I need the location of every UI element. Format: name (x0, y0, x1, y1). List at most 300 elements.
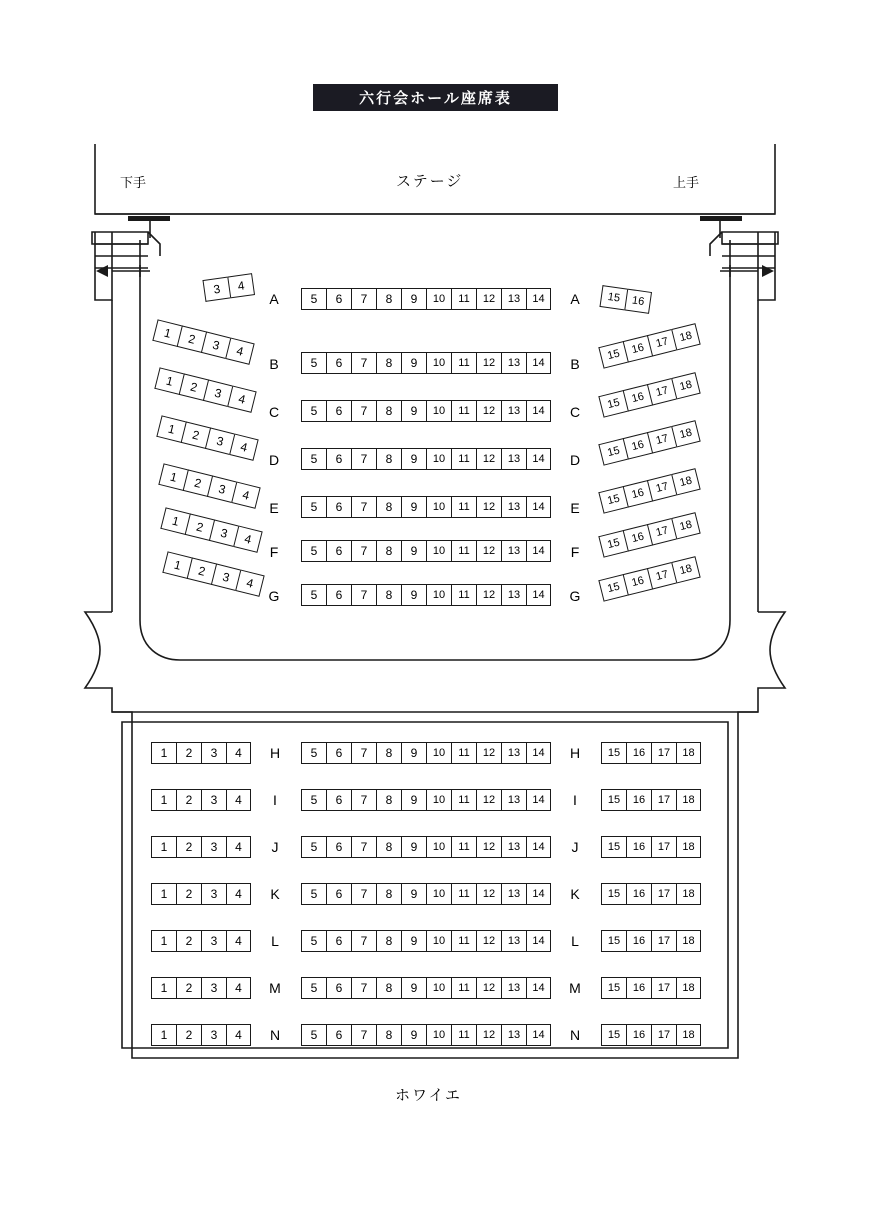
seat[interactable]: 6 (326, 400, 351, 422)
seat[interactable]: 10 (426, 584, 451, 606)
seat[interactable]: 14 (526, 400, 551, 422)
seat[interactable]: 7 (351, 400, 376, 422)
seat[interactable]: 3 (201, 742, 226, 764)
seat[interactable]: 16 (623, 480, 653, 507)
row-label-D-left: D (268, 452, 280, 468)
seat[interactable]: 6 (326, 1024, 351, 1046)
seat[interactable]: 15 (598, 530, 628, 557)
seat-group-I-left[interactable] (151, 789, 251, 811)
row-label-N-left: N (269, 1027, 281, 1043)
seat[interactable]: 1 (152, 319, 182, 346)
seat[interactable]: 17 (647, 426, 677, 453)
row-label-G-right: G (569, 588, 581, 604)
seat[interactable]: 3 (201, 930, 226, 952)
seat[interactable]: 16 (626, 789, 651, 811)
seat[interactable]: 17 (651, 977, 676, 999)
seat-group-M-right[interactable] (601, 977, 701, 999)
seat[interactable]: 2 (177, 325, 207, 352)
seat[interactable]: 13 (501, 352, 526, 374)
seat[interactable]: 11 (451, 789, 476, 811)
seat[interactable]: 2 (176, 1024, 201, 1046)
seat[interactable]: 4 (226, 930, 251, 952)
seat[interactable]: 9 (401, 448, 426, 470)
seat[interactable]: 13 (501, 742, 526, 764)
seat[interactable]: 6 (326, 540, 351, 562)
seat[interactable]: 2 (181, 421, 211, 448)
seat[interactable]: 14 (526, 584, 551, 606)
seat-group-L-left[interactable] (151, 930, 251, 952)
seat[interactable]: 5 (301, 789, 326, 811)
row-label-F-left: F (269, 544, 279, 560)
seat[interactable]: 5 (301, 1024, 326, 1046)
seat[interactable]: 6 (326, 584, 351, 606)
seat[interactable]: 7 (351, 1024, 376, 1046)
seat[interactable]: 12 (476, 789, 501, 811)
seat-group-H-center[interactable] (301, 742, 551, 764)
seat[interactable]: 10 (426, 883, 451, 905)
seat-group-M-left[interactable] (151, 977, 251, 999)
seat-group-H-right[interactable] (601, 742, 701, 764)
seat-group-I-right[interactable] (601, 789, 701, 811)
seat[interactable]: 8 (376, 584, 401, 606)
seat[interactable]: 18 (676, 789, 701, 811)
seat[interactable]: 4 (226, 789, 251, 811)
seat[interactable]: 6 (326, 789, 351, 811)
seat-group-G-center[interactable] (301, 584, 551, 606)
seat[interactable]: 10 (426, 930, 451, 952)
seat[interactable]: 6 (326, 742, 351, 764)
seat[interactable]: 11 (451, 836, 476, 858)
seat[interactable]: 14 (526, 448, 551, 470)
seat[interactable]: 18 (671, 468, 701, 495)
seat[interactable]: 14 (526, 883, 551, 905)
row-label-A-right: A (570, 291, 580, 307)
seat[interactable]: 11 (451, 977, 476, 999)
seat-group-K-right[interactable] (601, 883, 701, 905)
seat[interactable]: 18 (671, 420, 701, 447)
seat[interactable]: 18 (671, 323, 701, 350)
seat[interactable]: 6 (326, 352, 351, 374)
seat[interactable]: 14 (526, 352, 551, 374)
seat[interactable]: 18 (671, 512, 701, 539)
seat[interactable]: 9 (401, 742, 426, 764)
seat[interactable]: 4 (226, 977, 251, 999)
seat[interactable]: 3 (202, 277, 230, 302)
seat[interactable]: 10 (426, 1024, 451, 1046)
seat[interactable]: 17 (647, 329, 677, 356)
seat-group-M-center[interactable] (301, 977, 551, 999)
seat[interactable]: 5 (301, 540, 326, 562)
seat[interactable]: 16 (626, 836, 651, 858)
seat-group-C-center[interactable] (301, 400, 551, 422)
row-label-C-right: C (569, 404, 581, 420)
seat[interactable]: 16 (626, 930, 651, 952)
seat[interactable]: 5 (301, 496, 326, 518)
seat[interactable]: 3 (201, 789, 226, 811)
seat[interactable]: 3 (201, 883, 226, 905)
seat[interactable]: 9 (401, 930, 426, 952)
seat[interactable]: 9 (401, 977, 426, 999)
seat[interactable]: 10 (426, 540, 451, 562)
seat[interactable]: 18 (671, 556, 701, 583)
seat[interactable]: 10 (426, 400, 451, 422)
seat[interactable]: 16 (624, 289, 652, 314)
seat[interactable]: 8 (376, 836, 401, 858)
seat[interactable]: 2 (185, 513, 215, 540)
seat[interactable]: 8 (376, 496, 401, 518)
seat[interactable]: 14 (526, 540, 551, 562)
seat[interactable]: 1 (156, 415, 186, 442)
row-label-G-left: G (268, 588, 280, 604)
seat[interactable]: 6 (326, 977, 351, 999)
seat-group-L-center[interactable] (301, 930, 551, 952)
seat[interactable]: 14 (526, 496, 551, 518)
seat[interactable]: 17 (651, 1024, 676, 1046)
seat[interactable]: 7 (351, 288, 376, 310)
seat-group-E-center[interactable] (301, 496, 551, 518)
seat[interactable]: 12 (476, 400, 501, 422)
seat[interactable]: 1 (151, 977, 176, 999)
seat[interactable]: 10 (426, 789, 451, 811)
seat[interactable]: 11 (451, 1024, 476, 1046)
seat[interactable]: 11 (451, 352, 476, 374)
seat[interactable]: 3 (201, 331, 231, 358)
seat[interactable]: 3 (203, 379, 233, 406)
stage-left-label: 下手 (120, 175, 147, 190)
seat[interactable]: 9 (401, 496, 426, 518)
stage-right-label: 上手 (673, 175, 700, 190)
seat[interactable]: 16 (623, 335, 653, 362)
seat[interactable]: 15 (601, 977, 626, 999)
seat[interactable]: 8 (376, 448, 401, 470)
seat-group-N-right[interactable] (601, 1024, 701, 1046)
row-label-A-left: A (269, 291, 279, 307)
row-label-B-left: B (269, 356, 279, 372)
seat[interactable]: 4 (227, 273, 255, 298)
seat[interactable]: 18 (676, 930, 701, 952)
seat[interactable]: 14 (526, 1024, 551, 1046)
seat[interactable]: 12 (476, 930, 501, 952)
seat[interactable]: 5 (301, 352, 326, 374)
seat[interactable]: 12 (476, 448, 501, 470)
seat[interactable]: 7 (351, 789, 376, 811)
seat[interactable]: 11 (451, 930, 476, 952)
seat-group-J-left[interactable] (151, 836, 251, 858)
seat[interactable]: 18 (676, 1024, 701, 1046)
seat[interactable]: 9 (401, 584, 426, 606)
seat[interactable]: 18 (676, 883, 701, 905)
seat[interactable]: 1 (151, 883, 176, 905)
seat[interactable]: 15 (598, 341, 628, 368)
seat[interactable]: 10 (426, 977, 451, 999)
seat[interactable]: 18 (676, 742, 701, 764)
seat[interactable]: 5 (301, 883, 326, 905)
seat-group-A-center[interactable] (301, 288, 551, 310)
seat[interactable]: 5 (301, 977, 326, 999)
seat-group-N-left[interactable] (151, 1024, 251, 1046)
seat[interactable]: 15 (601, 742, 626, 764)
seat[interactable]: 10 (426, 496, 451, 518)
seat[interactable]: 13 (501, 883, 526, 905)
seat[interactable]: 15 (601, 789, 626, 811)
seat[interactable]: 13 (501, 540, 526, 562)
seat[interactable]: 4 (225, 337, 255, 364)
row-label-K-right: K (570, 886, 580, 902)
seat[interactable]: 9 (401, 352, 426, 374)
seat[interactable]: 1 (154, 367, 184, 394)
seat[interactable]: 12 (476, 584, 501, 606)
seat-group-I-center[interactable] (301, 789, 551, 811)
seat[interactable]: 1 (151, 930, 176, 952)
seat[interactable]: 16 (626, 883, 651, 905)
seat[interactable]: 3 (201, 836, 226, 858)
seat[interactable]: 14 (526, 930, 551, 952)
seat[interactable]: 6 (326, 930, 351, 952)
seat[interactable]: 4 (226, 836, 251, 858)
seat[interactable]: 15 (598, 486, 628, 513)
seat-group-J-center[interactable] (301, 836, 551, 858)
row-label-C-left: C (268, 404, 280, 420)
seat[interactable]: 16 (623, 432, 653, 459)
row-label-H-right: H (569, 745, 581, 761)
seat[interactable]: 11 (451, 540, 476, 562)
row-label-B-right: B (570, 356, 580, 372)
seat[interactable]: 8 (376, 540, 401, 562)
seat[interactable]: 16 (623, 524, 653, 551)
seat[interactable]: 11 (451, 496, 476, 518)
seat[interactable]: 5 (301, 584, 326, 606)
seat[interactable]: 4 (226, 1024, 251, 1046)
seat[interactable]: 5 (301, 742, 326, 764)
seat[interactable]: 4 (226, 883, 251, 905)
seat[interactable]: 17 (647, 474, 677, 501)
seat[interactable]: 3 (211, 563, 241, 590)
seat-group-K-left[interactable] (151, 883, 251, 905)
seat[interactable]: 14 (526, 742, 551, 764)
seat[interactable]: 9 (401, 836, 426, 858)
seat[interactable]: 8 (376, 742, 401, 764)
seat[interactable]: 13 (501, 584, 526, 606)
seat[interactable]: 9 (401, 789, 426, 811)
seat[interactable]: 4 (233, 525, 263, 552)
seat[interactable]: 9 (401, 288, 426, 310)
row-label-N-right: N (569, 1027, 581, 1043)
seat[interactable]: 17 (651, 789, 676, 811)
seat[interactable]: 1 (151, 1024, 176, 1046)
seat[interactable]: 15 (598, 574, 628, 601)
seat[interactable]: 16 (626, 742, 651, 764)
seat[interactable]: 8 (376, 1024, 401, 1046)
seat[interactable]: 6 (326, 496, 351, 518)
seat[interactable]: 18 (671, 372, 701, 399)
seat[interactable]: 1 (151, 789, 176, 811)
seat-group-F-center[interactable] (301, 540, 551, 562)
seat-group-B-center[interactable] (301, 352, 551, 374)
seat[interactable]: 15 (598, 390, 628, 417)
seat[interactable]: 3 (205, 427, 235, 454)
seat[interactable]: 12 (476, 1024, 501, 1046)
row-label-E-left: E (269, 500, 279, 516)
seat[interactable]: 12 (476, 836, 501, 858)
seat-group-J-right[interactable] (601, 836, 701, 858)
seat[interactable]: 5 (301, 400, 326, 422)
seat[interactable]: 10 (426, 448, 451, 470)
seat[interactable]: 5 (301, 288, 326, 310)
seat[interactable]: 8 (376, 288, 401, 310)
seat[interactable]: 11 (451, 883, 476, 905)
seat[interactable]: 15 (599, 285, 627, 310)
seat[interactable]: 17 (647, 562, 677, 589)
seat[interactable]: 10 (426, 742, 451, 764)
seat[interactable]: 15 (601, 930, 626, 952)
seat[interactable]: 11 (451, 448, 476, 470)
seat[interactable]: 18 (676, 977, 701, 999)
seat[interactable]: 13 (501, 930, 526, 952)
seat[interactable]: 6 (326, 836, 351, 858)
row-label-D-right: D (569, 452, 581, 468)
seat[interactable]: 13 (501, 400, 526, 422)
seat[interactable]: 12 (476, 496, 501, 518)
seat[interactable]: 2 (176, 836, 201, 858)
seat[interactable]: 12 (476, 977, 501, 999)
seat[interactable]: 8 (376, 789, 401, 811)
seat[interactable]: 4 (229, 433, 259, 460)
seat[interactable]: 4 (226, 742, 251, 764)
seat[interactable]: 7 (351, 836, 376, 858)
seat[interactable]: 16 (623, 384, 653, 411)
seat[interactable]: 3 (201, 1024, 226, 1046)
seat[interactable]: 7 (351, 496, 376, 518)
seat[interactable]: 10 (426, 288, 451, 310)
seat[interactable]: 11 (451, 400, 476, 422)
seat[interactable]: 8 (376, 977, 401, 999)
seat[interactable]: 7 (351, 883, 376, 905)
seat[interactable]: 11 (451, 584, 476, 606)
seat[interactable]: 1 (160, 507, 190, 534)
seat[interactable]: 15 (601, 836, 626, 858)
seat[interactable]: 13 (501, 448, 526, 470)
seat[interactable]: 2 (179, 373, 209, 400)
seat[interactable]: 2 (176, 883, 201, 905)
seat[interactable]: 13 (501, 789, 526, 811)
seat[interactable]: 17 (651, 930, 676, 952)
seat[interactable]: 14 (526, 789, 551, 811)
seat[interactable]: 6 (326, 448, 351, 470)
seat[interactable]: 15 (601, 883, 626, 905)
seat[interactable]: 2 (176, 930, 201, 952)
seat[interactable]: 9 (401, 1024, 426, 1046)
seat[interactable]: 7 (351, 977, 376, 999)
row-label-I-left: I (273, 792, 277, 808)
seat[interactable]: 17 (647, 518, 677, 545)
seat-group-K-center[interactable] (301, 883, 551, 905)
seat[interactable]: 10 (426, 836, 451, 858)
seat[interactable]: 2 (176, 977, 201, 999)
seat[interactable]: 10 (426, 352, 451, 374)
seat[interactable]: 14 (526, 836, 551, 858)
seat[interactable]: 2 (176, 742, 201, 764)
seat[interactable]: 12 (476, 540, 501, 562)
seat[interactable]: 3 (207, 475, 237, 502)
seat[interactable]: 2 (187, 557, 217, 584)
seat[interactable]: 17 (647, 378, 677, 405)
seat[interactable]: 3 (201, 977, 226, 999)
seat[interactable]: 9 (401, 400, 426, 422)
seat[interactable]: 17 (651, 742, 676, 764)
seat[interactable]: 5 (301, 836, 326, 858)
seat[interactable]: 1 (151, 836, 176, 858)
seat[interactable]: 17 (651, 883, 676, 905)
seat[interactable]: 6 (326, 883, 351, 905)
row-label-I-right: I (573, 792, 577, 808)
seat-group-N-center[interactable] (301, 1024, 551, 1046)
row-label-J-left: J (271, 839, 279, 855)
seat[interactable]: 16 (626, 1024, 651, 1046)
seat[interactable]: 13 (501, 288, 526, 310)
seat[interactable]: 7 (351, 930, 376, 952)
seat[interactable]: 17 (651, 836, 676, 858)
seat[interactable]: 11 (451, 742, 476, 764)
seat[interactable]: 8 (376, 352, 401, 374)
seat[interactable]: 4 (227, 385, 257, 412)
seat[interactable]: 7 (351, 742, 376, 764)
seat[interactable]: 1 (162, 551, 192, 578)
seat[interactable]: 16 (626, 977, 651, 999)
seat[interactable]: 14 (526, 288, 551, 310)
seat[interactable]: 14 (526, 977, 551, 999)
seat[interactable]: 3 (209, 519, 239, 546)
seat[interactable]: 12 (476, 352, 501, 374)
seat[interactable]: 7 (351, 448, 376, 470)
seat[interactable]: 5 (301, 448, 326, 470)
seat[interactable]: 13 (501, 977, 526, 999)
seat[interactable]: 1 (158, 463, 188, 490)
seat[interactable]: 12 (476, 742, 501, 764)
seat-group-D-center[interactable] (301, 448, 551, 470)
seat-group-L-right[interactable] (601, 930, 701, 952)
seat[interactable]: 9 (401, 540, 426, 562)
seat[interactable]: 7 (351, 352, 376, 374)
seat[interactable]: 15 (598, 438, 628, 465)
seat[interactable]: 12 (476, 288, 501, 310)
seat[interactable]: 1 (151, 742, 176, 764)
seat[interactable]: 9 (401, 883, 426, 905)
seat[interactable]: 8 (376, 883, 401, 905)
seat[interactable]: 12 (476, 883, 501, 905)
seat[interactable]: 6 (326, 288, 351, 310)
seat[interactable]: 8 (376, 930, 401, 952)
seat[interactable]: 2 (183, 469, 213, 496)
seat-group-H-left[interactable] (151, 742, 251, 764)
seat[interactable]: 8 (376, 400, 401, 422)
seat[interactable]: 5 (301, 930, 326, 952)
seat[interactable]: 13 (501, 496, 526, 518)
seat[interactable]: 7 (351, 540, 376, 562)
seat[interactable]: 4 (231, 481, 261, 508)
row-label-M-left: M (269, 980, 281, 996)
seat[interactable]: 7 (351, 584, 376, 606)
seat[interactable]: 13 (501, 1024, 526, 1046)
seat[interactable]: 11 (451, 288, 476, 310)
seat[interactable]: 16 (623, 568, 653, 595)
seat[interactable]: 2 (176, 789, 201, 811)
seat[interactable]: 18 (676, 836, 701, 858)
row-label-H-left: H (269, 745, 281, 761)
seat[interactable]: 4 (235, 569, 265, 596)
seat[interactable]: 13 (501, 836, 526, 858)
seat[interactable]: 15 (601, 1024, 626, 1046)
stage-label: ステージ (396, 173, 464, 190)
